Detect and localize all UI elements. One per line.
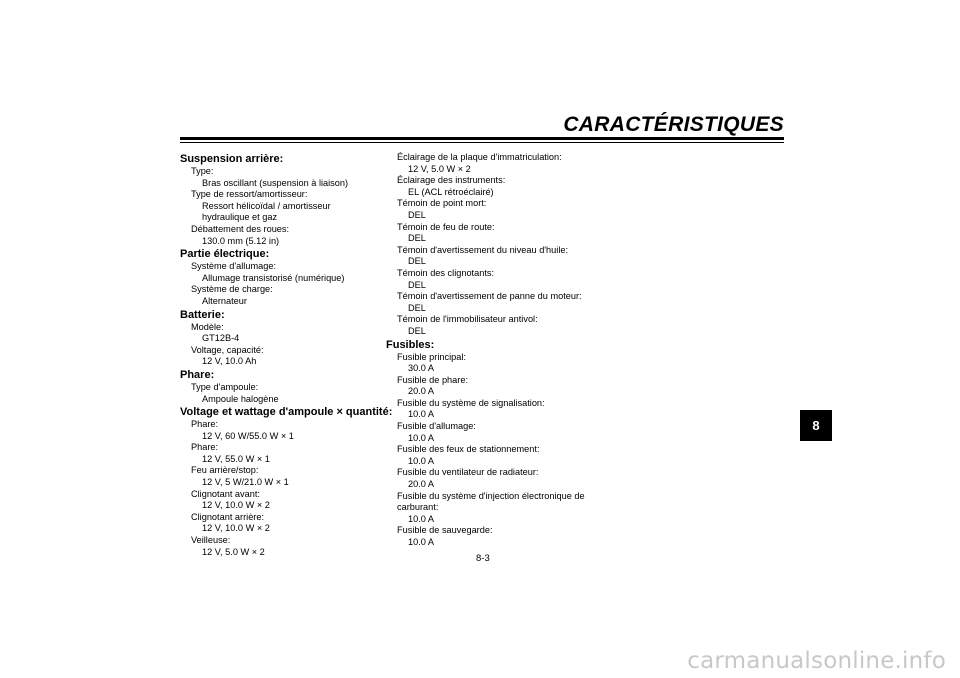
spec-line: Ressort hélicoïdal / amortisseur — [202, 200, 331, 211]
section-heading: Batterie: — [180, 308, 225, 321]
spec-line: 130.0 mm (5.12 in) — [202, 235, 280, 246]
spec-line: 12 V, 10.0 Ah — [202, 356, 257, 367]
spec-line: 12 V, 60 W/55.0 W × 1 — [202, 430, 294, 441]
spec-line: Allumage transistorisé (numérique) — [202, 272, 345, 283]
spec-line: Fusible des feux de stationnement: — [397, 444, 540, 455]
spec-line: Fusible du système d'injection électronique de — [397, 490, 585, 501]
spec-line: 10.0 A — [408, 409, 435, 420]
spec-line: Témoin de point mort: — [397, 198, 487, 209]
spec-line: 10.0 A — [408, 513, 435, 524]
spec-line: Clignotant avant: — [191, 488, 260, 499]
spec-line: Clignotant arrière: — [191, 511, 265, 522]
spec-line: Débattement des roues: — [191, 223, 290, 234]
spec-line: Fusible de sauvegarde: — [397, 525, 493, 536]
spec-line: Feu arrière/stop: — [191, 465, 259, 476]
spec-line: DEL — [408, 256, 426, 267]
spec-line: hydraulique et gaz — [202, 212, 278, 223]
spec-line: Fusible d'allumage: — [397, 421, 476, 432]
page-number: 8-3 — [476, 553, 490, 564]
spec-line: Voltage, capacité: — [191, 344, 264, 355]
spec-line: Fusible principal: — [397, 351, 466, 362]
spec-line: DEL — [408, 209, 426, 220]
chapter-tab: 8 — [800, 410, 832, 441]
spec-line: DEL — [408, 279, 426, 290]
spec-line: 20.0 A — [408, 479, 435, 490]
spec-line: 10.0 A — [408, 432, 435, 443]
spec-line: EL (ACL rétroéclairé) — [408, 186, 494, 197]
spec-line: Type: — [191, 166, 214, 176]
spec-line: Fusible du ventilateur de radiateur: — [397, 467, 539, 478]
spec-line: Témoin d'avertissement de panne du moteur: — [397, 291, 582, 302]
spec-line: 20.0 A — [408, 386, 435, 397]
spec-line: 12 V, 10.0 W × 2 — [202, 523, 270, 534]
spec-line: 12 V, 10.0 W × 2 — [202, 500, 270, 511]
spec-line: 10.0 A — [408, 537, 435, 547]
spec-line: 12 V, 5 W/21.0 W × 1 — [202, 477, 289, 488]
spec-line: carburant: — [397, 502, 439, 513]
spec-line: 12 V, 5.0 W × 2 — [408, 163, 471, 174]
right-column — [386, 152, 596, 549]
spec-line: Témoin de l'immobilisateur antivol: — [397, 314, 538, 325]
spec-line: 10.0 A — [408, 455, 435, 466]
title-rule — [180, 137, 784, 140]
watermark: carmanualsonline.info — [687, 648, 946, 674]
spec-line: Témoin des clignotants: — [397, 267, 495, 278]
spec-line: Bras oscillant (suspension à liaison) — [202, 177, 349, 188]
spec-line: Témoin d'avertissement du niveau d'huile: — [397, 244, 569, 255]
spec-line: Type de ressort/amortisseur: — [191, 189, 308, 200]
spec-line: Fusible du système de signalisation: — [397, 397, 545, 408]
page-title: CARACTÉRISTIQUES — [563, 113, 784, 136]
section-heading: Fusibles: — [386, 338, 435, 351]
spec-line: Système d'allumage: — [191, 261, 276, 272]
spec-line: 12 V, 5.0 W × 2 — [202, 546, 265, 557]
spec-line: DEL — [408, 302, 426, 313]
spec-line: Témoin de feu de route: — [397, 221, 495, 232]
spec-line: 30.0 A — [408, 363, 435, 374]
spec-line: Phare: — [191, 419, 219, 430]
spec-line: Phare: — [191, 442, 219, 453]
section-heading: Suspension arrière: — [180, 153, 284, 165]
title-rule-thin — [180, 142, 784, 143]
section-heading: Partie électrique: — [180, 248, 270, 261]
spec-line: Veilleuse: — [191, 535, 231, 546]
left-column — [180, 152, 393, 558]
spec-line: Ampoule halogène — [202, 393, 279, 404]
spec-line: Éclairage des instruments: — [397, 175, 506, 186]
spec-line: Système de charge: — [191, 284, 273, 295]
section-heading: Phare: — [180, 368, 215, 381]
spec-line: DEL — [408, 325, 426, 336]
spec-line: Fusible de phare: — [397, 374, 468, 385]
spec-line: Alternateur — [202, 295, 247, 306]
spec-line: 12 V, 55.0 W × 1 — [202, 453, 270, 464]
spec-line: DEL — [408, 233, 426, 244]
spec-line: GT12B-4 — [202, 333, 240, 344]
spec-line: Modèle: — [191, 321, 224, 332]
section-heading: Voltage et wattage d'ampoule × quantité: — [180, 406, 393, 419]
spec-line: Éclairage de la plaque d'immatriculation: — [397, 152, 562, 162]
spec-line: Type d'ampoule: — [191, 381, 259, 392]
